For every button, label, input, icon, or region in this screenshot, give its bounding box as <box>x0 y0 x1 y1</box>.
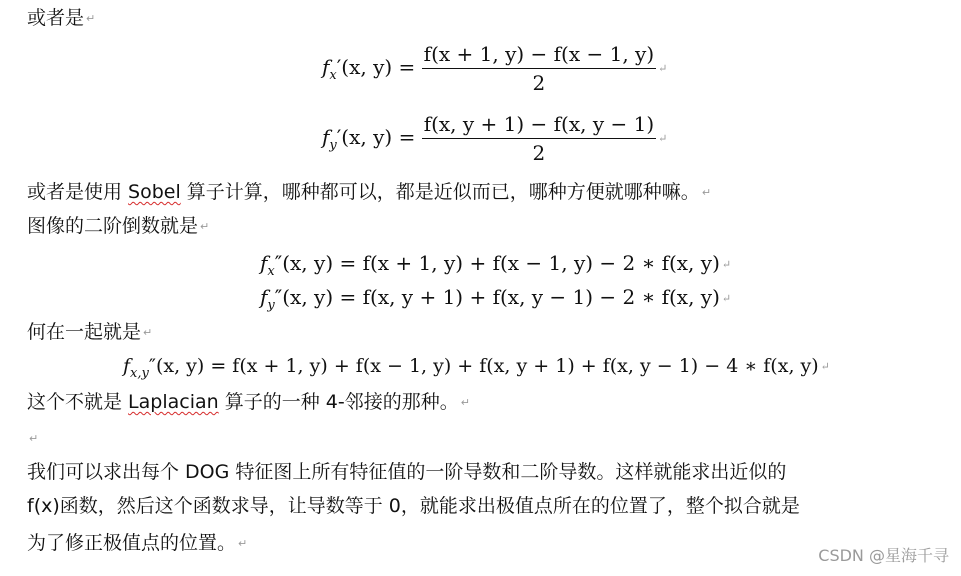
text-line-4 <box>27 318 152 347</box>
formula-symbol: f <box>322 125 330 149</box>
formula-fy-second-derivative <box>260 283 731 320</box>
text: 算子的一种 4-邻接的那种。 <box>218 391 459 413</box>
formula-subscript: x <box>267 264 275 279</box>
formula-args: ″(x, y) = f(x + 1, y) + f(x − 1, y) − 2 ∗ f(x, y) <box>274 251 720 275</box>
paragraph-mark: ↵ <box>29 431 39 445</box>
text: 为了修正极值点的位置。 <box>27 532 237 554</box>
text-line-1 <box>27 4 95 33</box>
paragraph-mark: ↵ <box>460 395 470 409</box>
paragraph-mark: ↵ <box>820 360 830 373</box>
formula-args: ′(x, y) = <box>336 125 416 149</box>
formula-subscript: x,y <box>130 365 149 381</box>
paragraph-mark: ↵ <box>658 131 668 145</box>
watermark: CSDN @星海千寻 <box>818 546 949 565</box>
fraction-numerator: f(x, y + 1) − f(x, y − 1) <box>422 110 656 139</box>
spellcheck-word-laplacian[interactable]: Laplacian <box>128 391 219 413</box>
formula-fy-first-derivative <box>322 110 667 167</box>
paragraph-mark: ↵ <box>143 325 153 339</box>
formula-args: ″(x, y) = f(x, y + 1) + f(x, y − 1) − 2 ∗ f(x, y) <box>274 285 720 309</box>
formula-subscript: x <box>329 68 337 83</box>
text: 算子计算，哪种都可以，都是近似而已，哪种方便就哪种嘛。 <box>180 181 700 203</box>
text-line-2 <box>27 178 711 207</box>
text: 何在一起就是 <box>27 321 142 343</box>
paragraph-mark: ↵ <box>721 291 732 305</box>
paragraph-line-3 <box>27 529 247 558</box>
paragraph-mark: ↵ <box>701 185 712 199</box>
text-line-5 <box>27 388 470 417</box>
paragraph-mark: ↵ <box>200 219 210 233</box>
paragraph-mark: ↵ <box>86 11 96 25</box>
paragraph-mark: ↵ <box>658 61 668 75</box>
formula-symbol: f <box>260 251 268 275</box>
formula-subscript: y <box>267 298 275 313</box>
fraction-numerator: f(x + 1, y) − f(x − 1, y) <box>422 40 656 69</box>
text: 这个不就是 <box>27 391 129 413</box>
paragraph-mark: ↵ <box>238 536 248 550</box>
text: 图像的二阶倒数就是 <box>27 215 199 237</box>
fraction <box>422 40 656 97</box>
paragraph-mark: ↵ <box>721 257 732 271</box>
text-line-3 <box>27 212 209 241</box>
fraction-denominator: 2 <box>532 141 546 165</box>
fraction <box>422 110 656 167</box>
formula-fx-second-derivative <box>260 249 731 286</box>
paragraph-line-2 <box>27 492 800 520</box>
text: 或者是使用 <box>27 181 129 203</box>
empty-line <box>27 424 38 453</box>
text: f(x)函数，然后这个函数求导，让导数等于 0，就能求出极值点所在的位置了，整个拟合就是 <box>27 495 800 517</box>
formula-args: ″(x, y) = f(x + 1, y) + f(x − 1, y) + f(x, y + 1) + f(x, y − 1) − 4 ∗ f(x, y) <box>148 355 819 377</box>
formula-laplacian-sum <box>123 352 830 388</box>
paragraph-line-1 <box>27 458 786 486</box>
spellcheck-word-sobel[interactable]: Sobel <box>128 181 181 203</box>
text: 我们可以求出每个 DOG 特征图上所有特征值的一阶导数和二阶导数。这样就能求出近似的 <box>27 461 787 483</box>
formula-symbol: f <box>123 355 131 377</box>
formula-symbol: f <box>322 55 330 79</box>
formula-fx-first-derivative <box>322 40 667 97</box>
formula-args: ′(x, y) = <box>336 55 416 79</box>
formula-subscript: y <box>329 138 337 153</box>
fraction-denominator: 2 <box>532 71 546 95</box>
formula-symbol: f <box>260 285 268 309</box>
text: 或者是 <box>27 7 85 29</box>
